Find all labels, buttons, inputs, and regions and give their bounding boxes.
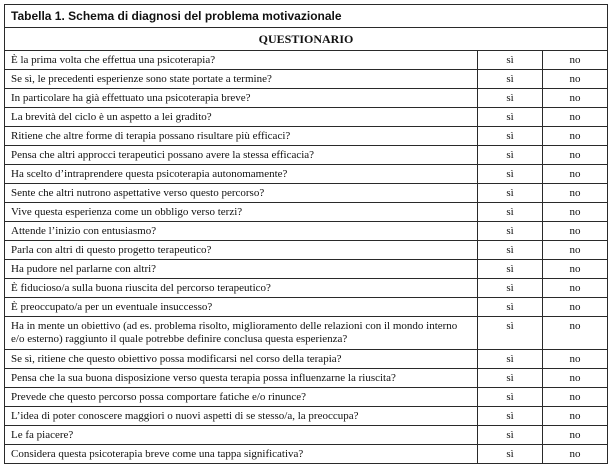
table-row [5,51,608,70]
questionnaire-table-wrapper [4,4,607,464]
question-text: Ha scelto d’intraprendere questa psicoterapia autonomamente? [5,165,478,184]
table-caption: Tabella 1. Schema di diagnosi del problema motivazionale [5,5,608,28]
answer-no: no [543,407,608,426]
answer-no: no [543,89,608,108]
answer-yes: sì [478,222,543,241]
answer-no: no [543,241,608,260]
answer-yes: sì [478,279,543,298]
question-text: Considera questa psicoterapia breve come una tappa significativa? [5,445,478,464]
question-text: Vive questa esperienza come un obbligo verso terzi? [5,203,478,222]
answer-no: no [543,184,608,203]
answer-yes: sì [478,146,543,165]
answer-yes: sì [478,426,543,445]
question-text: In particolare ha già effettuato una psicoterapia breve? [5,89,478,108]
table-row [5,165,608,184]
answer-yes: sì [478,89,543,108]
question-text: Pensa che altri approcci terapeutici possano avere la stessa efficacia? [5,146,478,165]
table-row [5,260,608,279]
answer-no: no [543,146,608,165]
answer-yes: sì [478,70,543,89]
table-row [5,203,608,222]
answer-no: no [543,426,608,445]
answer-no: no [543,203,608,222]
answer-yes: sì [478,298,543,317]
answer-no: no [543,388,608,407]
table-row [5,222,608,241]
table-row [5,388,608,407]
answer-yes: sì [478,350,543,369]
question-text: Prevede che questo percorso possa comportare fatiche e/o rinunce? [5,388,478,407]
question-text: Se sì, ritiene che questo obiettivo possa modificarsi nel corso della terapia? [5,350,478,369]
question-text: Se sì, le precedenti esperienze sono state portate a termine? [5,70,478,89]
answer-no: no [543,279,608,298]
table-row [5,298,608,317]
answer-no: no [543,317,608,350]
answer-no: no [543,260,608,279]
question-text: L’idea di poter conoscere maggiori o nuovi aspetti di se stesso/a, la preoccupa? [5,407,478,426]
answer-yes: sì [478,127,543,146]
answer-no: no [543,165,608,184]
section-row [5,28,608,51]
caption-row [5,5,608,28]
table-row [5,108,608,127]
question-text: È la prima volta che effettua una psicoterapia? [5,51,478,70]
table-row [5,426,608,445]
question-text: Attende l’inizio con entusiasmo? [5,222,478,241]
answer-yes: sì [478,165,543,184]
answer-yes: sì [478,369,543,388]
question-text: Ha in mente un obiettivo (ad es. problema risolto, miglioramento delle relazioni con il mondo interno e/o esterno) raggiunto il quale potrebbe definire conclusa questa esperienza? [5,317,478,350]
question-text: È fiducioso/a sulla buona riuscita del percorso terapeutico? [5,279,478,298]
answer-no: no [543,70,608,89]
table-row [5,369,608,388]
table-row [5,127,608,146]
table-row [5,407,608,426]
question-text: Ha pudore nel parlarne con altri? [5,260,478,279]
answer-no: no [543,108,608,127]
question-text: È preoccupato/a per un eventuale insuccesso? [5,298,478,317]
answer-yes: sì [478,108,543,127]
table-row [5,241,608,260]
question-text: La brevità del ciclo è un aspetto a lei gradito? [5,108,478,127]
answer-no: no [543,445,608,464]
answer-yes: sì [478,445,543,464]
motivational-diagnosis-table [4,4,608,464]
question-text: Parla con altri di questo progetto terapeutico? [5,241,478,260]
answer-yes: sì [478,203,543,222]
table-row [5,70,608,89]
question-text: Le fa piacere? [5,426,478,445]
question-text: Pensa che la sua buona disposizione verso questa terapia possa influenzarne la riuscita? [5,369,478,388]
answer-no: no [543,51,608,70]
answer-yes: sì [478,317,543,350]
table-row [5,184,608,203]
table-row [5,317,608,350]
answer-yes: sì [478,184,543,203]
answer-no: no [543,350,608,369]
section-title: QUESTIONARIO [5,28,608,51]
table-row [5,146,608,165]
question-text: Ritiene che altre forme di terapia possano risultare più efficaci? [5,127,478,146]
table-row [5,445,608,464]
question-text: Sente che altri nutrono aspettative verso questo percorso? [5,184,478,203]
table-row [5,350,608,369]
answer-no: no [543,298,608,317]
table-row [5,279,608,298]
answer-yes: sì [478,388,543,407]
answer-yes: sì [478,241,543,260]
answer-no: no [543,222,608,241]
table-row [5,89,608,108]
answer-no: no [543,369,608,388]
answer-yes: sì [478,51,543,70]
answer-yes: sì [478,407,543,426]
answer-no: no [543,127,608,146]
answer-yes: sì [478,260,543,279]
